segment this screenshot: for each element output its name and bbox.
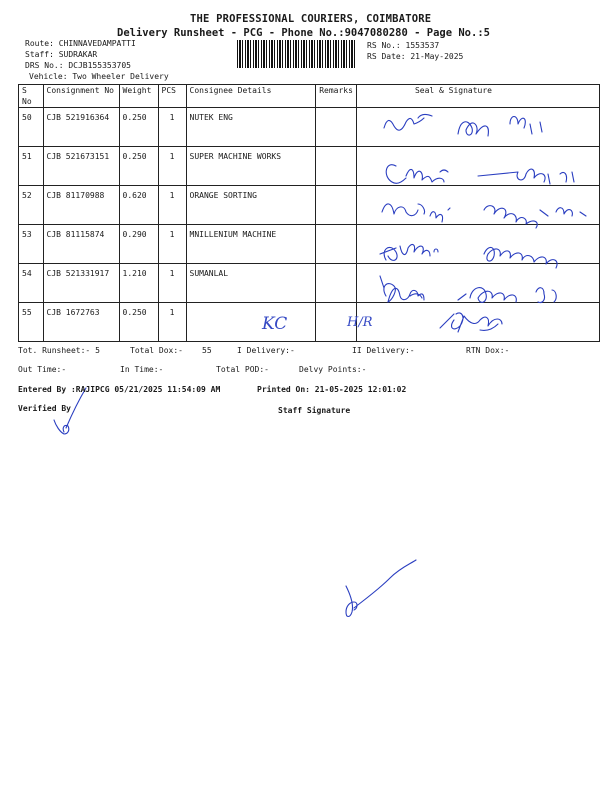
- total-dox-label: Total Dox:-: [130, 346, 183, 355]
- rs-number: RS No.: 1553537: [367, 41, 440, 50]
- cell-consignment: CJB 521673151: [43, 147, 119, 186]
- cell-pcs: 1: [158, 186, 186, 225]
- cell-sno: 51: [19, 147, 44, 186]
- cell-consignment: CJB 521331917: [43, 264, 119, 303]
- cell-weight: 0.250: [119, 108, 158, 147]
- cell-sno: 55: [19, 303, 44, 342]
- in-time: In Time:-: [120, 365, 164, 374]
- cell-consignee: MNILLENIUM MACHINE: [186, 225, 316, 264]
- company-title: THE PROFESSIONAL COURIERS, COIMBATORE: [190, 13, 432, 25]
- cell-pcs: 1: [158, 303, 186, 342]
- header-consignment: Consignment No: [43, 85, 119, 108]
- cell-consignment: CJB 521916364: [43, 108, 119, 147]
- out-time: Out Time:-: [18, 365, 67, 374]
- header-remarks: Remarks: [316, 85, 357, 108]
- cell-sno: 53: [19, 225, 44, 264]
- cell-pcs: 1: [158, 225, 186, 264]
- cell-pcs: 1: [158, 108, 186, 147]
- cell-consignee: NUTEK ENG: [186, 108, 316, 147]
- cell-weight: 0.620: [119, 186, 158, 225]
- tot-runsheet: Tot. Runsheet:- 5: [18, 346, 100, 355]
- rs-date: RS Date: 21-May-2025: [367, 52, 464, 61]
- cell-sno: 50: [19, 108, 44, 147]
- header-pcs: PCS: [158, 85, 186, 108]
- cell-weight: 1.210: [119, 264, 158, 303]
- delvy-points: Delvy Points:-: [299, 365, 367, 374]
- cell-consignment: CJB 81170988: [43, 186, 119, 225]
- rtn-dox: RTN Dox:-: [466, 346, 510, 355]
- cell-weight: 0.250: [119, 147, 158, 186]
- cell-pcs: 1: [158, 147, 186, 186]
- i-delivery: I Delivery:-: [237, 346, 295, 355]
- cell-sno: 54: [19, 264, 44, 303]
- header-weight: Weight: [119, 85, 158, 108]
- header-consignee: Consignee Details: [186, 85, 316, 108]
- cell-weight: 0.250: [119, 303, 158, 342]
- ii-delivery: II Delivery:-: [352, 346, 415, 355]
- cell-consignment: CJB 81115874: [43, 225, 119, 264]
- handwritten-kc: KC: [262, 314, 288, 334]
- staff-label: Staff: SUDRAKAR: [25, 50, 98, 59]
- vehicle-label: Vehicle: Two Wheeler Delivery: [29, 72, 169, 81]
- route-label: Route: CHINNAVEDAMPATTI: [25, 39, 136, 48]
- drs-number: DRS No.: DCJB155353705: [25, 61, 131, 70]
- staff-signature: Staff Signature: [278, 406, 351, 415]
- cell-weight: 0.290: [119, 225, 158, 264]
- runsheet-subtitle: Delivery Runsheet - PCG - Phone No.:9047080280 - Page No.:5: [117, 27, 490, 39]
- cell-pcs: 1: [158, 264, 186, 303]
- cell-consignee: ORANGE SORTING: [186, 186, 316, 225]
- verified-by: Verified By: [18, 404, 71, 413]
- entered-by: Entered By :RAJIPCG 05/21/2025 11:54:09 AM: [18, 385, 221, 394]
- cell-consignee: SUPER MACHINE WORKS: [186, 147, 316, 186]
- handwritten-hr: H/R: [347, 315, 373, 330]
- total-dox-value: 55: [202, 346, 212, 355]
- total-pod: Total POD:-: [216, 365, 269, 374]
- cell-sno: 52: [19, 186, 44, 225]
- header-seal-signature: Seal & Signature: [356, 85, 599, 108]
- cell-consignment: CJB 1672763: [43, 303, 119, 342]
- printed-on: Printed On: 21-05-2025 12:01:02: [257, 385, 407, 394]
- cell-consignee: SUMANLAL: [186, 264, 316, 303]
- header-sno: S No: [19, 85, 44, 108]
